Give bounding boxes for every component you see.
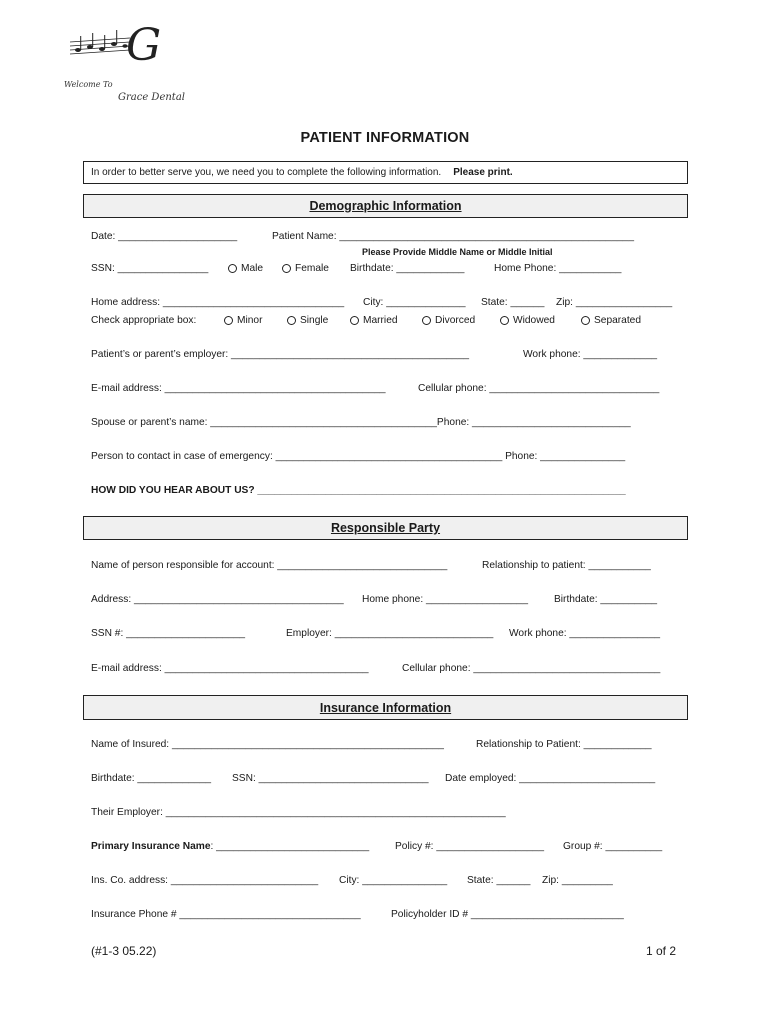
gender-female-label: Female (295, 263, 329, 274)
insured-birthdate-field[interactable]: Birthdate: _____________ (91, 773, 212, 784)
ins-state-field[interactable]: State: ______ (467, 875, 531, 886)
responsible-birthdate-field[interactable]: Birthdate: __________ (554, 594, 658, 605)
policy-number-field[interactable]: Policy #: ___________________ (395, 841, 544, 852)
page-title: PATIENT INFORMATION (300, 130, 470, 146)
responsible-work-phone-field[interactable]: Work phone: ________________ (509, 628, 661, 639)
primary-insurance-field[interactable] (91, 841, 369, 852)
ins-city-field[interactable]: City: _______________ (339, 875, 448, 886)
ins-zip-field[interactable]: Zip: _________ (542, 875, 613, 886)
responsible-email-field[interactable]: E-mail address: ____________________________________ (91, 663, 369, 674)
marital-label: Minor (237, 315, 263, 326)
insurance-phone-field[interactable]: Insurance Phone # ________________________________ (91, 909, 361, 920)
primary-insurance-label: Primary Insurance Name (91, 841, 211, 852)
insured-relationship-field[interactable]: Relationship to Patient: ____________ (476, 739, 652, 750)
responsible-section-header (83, 516, 688, 540)
marital-label: Widowed (513, 315, 555, 326)
marital-label: Divorced (435, 315, 476, 326)
page-number: 1 of 2 (646, 944, 677, 958)
emergency-contact-field[interactable]: Person to contact in case of emergency: ________________________________________ Phone: _______________ (91, 451, 626, 462)
logo-letter: G (126, 20, 162, 71)
responsible-address-field[interactable]: Address: _____________________________________ (91, 594, 344, 605)
gender-female-option[interactable] (282, 263, 329, 274)
birthdate-field[interactable]: Birthdate: ____________ (350, 263, 465, 274)
check-box-label: Check appropriate box: (91, 315, 197, 326)
marital-option-widowed[interactable] (500, 315, 555, 326)
home-address-field[interactable]: Home address: ________________________________ (91, 297, 345, 308)
intro-emphasis: Please print. (453, 167, 513, 178)
middle-name-note: Please Provide Middle Name or Middle Initial (362, 247, 553, 257)
date-employed-field[interactable]: Date employed: ________________________ (445, 773, 656, 784)
responsible-home-phone-field[interactable]: Home phone: __________________ (362, 594, 528, 605)
responsible-header-label: Responsible Party (330, 521, 441, 535)
marital-option-single[interactable] (287, 315, 328, 326)
work-phone-field[interactable]: Work phone: _____________ (523, 349, 658, 360)
gender-male-label: Male (241, 263, 264, 274)
employer-field[interactable]: Patient’s or parent’s employer: __________________________________________ (91, 349, 470, 360)
radio-icon (224, 316, 233, 325)
home-phone-field[interactable]: Home Phone: ___________ (494, 263, 622, 274)
radio-icon (581, 316, 590, 325)
radio-icon (422, 316, 431, 325)
cell-phone-field[interactable]: Cellular phone: ______________________________ (418, 383, 660, 394)
group-number-field[interactable]: Group #: __________ (563, 841, 663, 852)
state-field[interactable]: State: ______ (481, 297, 545, 308)
marital-label: Single (300, 315, 329, 326)
marital-option-separated[interactable] (581, 315, 641, 326)
insured-name-field[interactable]: Name of Insured: ________________________________________________ (91, 739, 444, 750)
spouse-name-field[interactable]: Spouse or parent’s name: ________________________________________Phone: ____________________________ (91, 417, 631, 428)
logo (62, 20, 202, 108)
radio-icon (282, 264, 291, 273)
city-field[interactable]: City: ______________ (363, 297, 466, 308)
radio-icon (287, 316, 296, 325)
radio-icon (500, 316, 509, 325)
radio-icon (350, 316, 359, 325)
responsible-name-field[interactable]: Name of person responsible for account: ______________________________ (91, 560, 448, 571)
radio-icon (228, 264, 237, 273)
responsible-relationship-field[interactable]: Relationship to patient: ___________ (482, 560, 651, 571)
responsible-ssn-field[interactable]: SSN #: _____________________ (91, 628, 246, 639)
marital-option-married[interactable] (350, 315, 398, 326)
demographic-section-header (83, 194, 688, 218)
patient-name-field[interactable]: Patient Name: ____________________________________________________ (272, 231, 635, 242)
zip-field[interactable]: Zip: _________________ (556, 297, 673, 308)
ins-address-field[interactable]: Ins. Co. address: __________________________ (91, 875, 319, 886)
demographic-header-label: Demographic Information (309, 199, 462, 213)
marital-label: Married (363, 315, 398, 326)
responsible-employer-field[interactable]: Employer: ____________________________ (286, 628, 494, 639)
primary-insurance-blank: : ___________________________ (210, 841, 370, 852)
responsible-cell-field[interactable]: Cellular phone: _________________________________ (402, 663, 661, 674)
logo-name-text: Grace Dental (118, 92, 185, 103)
date-field[interactable]: Date: _____________________ (91, 231, 238, 242)
their-employer-field[interactable]: Their Employer: ____________________________________________________________ (91, 807, 506, 818)
email-field[interactable]: E-mail address: _______________________________________ (91, 383, 386, 394)
insurance-section-header (83, 695, 688, 720)
gender-male-option[interactable] (228, 263, 263, 274)
policyholder-id-field[interactable]: Policyholder ID # ___________________________ (391, 909, 624, 920)
marital-option-minor[interactable] (224, 315, 262, 326)
form-code: (#1-3 05.22) (91, 944, 157, 958)
ssn-field[interactable]: SSN: ________________ (91, 263, 209, 274)
marital-option-divorced[interactable] (422, 315, 475, 326)
insured-ssn-field[interactable]: SSN: ______________________________ (232, 773, 429, 784)
insurance-header-label: Insurance Information (319, 700, 452, 715)
intro-text: In order to better serve you, we need you to complete the following information. (91, 167, 442, 178)
marital-label: Separated (594, 315, 642, 326)
hear-about-us-field[interactable]: HOW DID YOU HEAR ABOUT US? _________________________________________________________________ (91, 485, 626, 496)
intro-box (83, 161, 688, 184)
logo-welcome-text: Welcome To (64, 80, 113, 89)
